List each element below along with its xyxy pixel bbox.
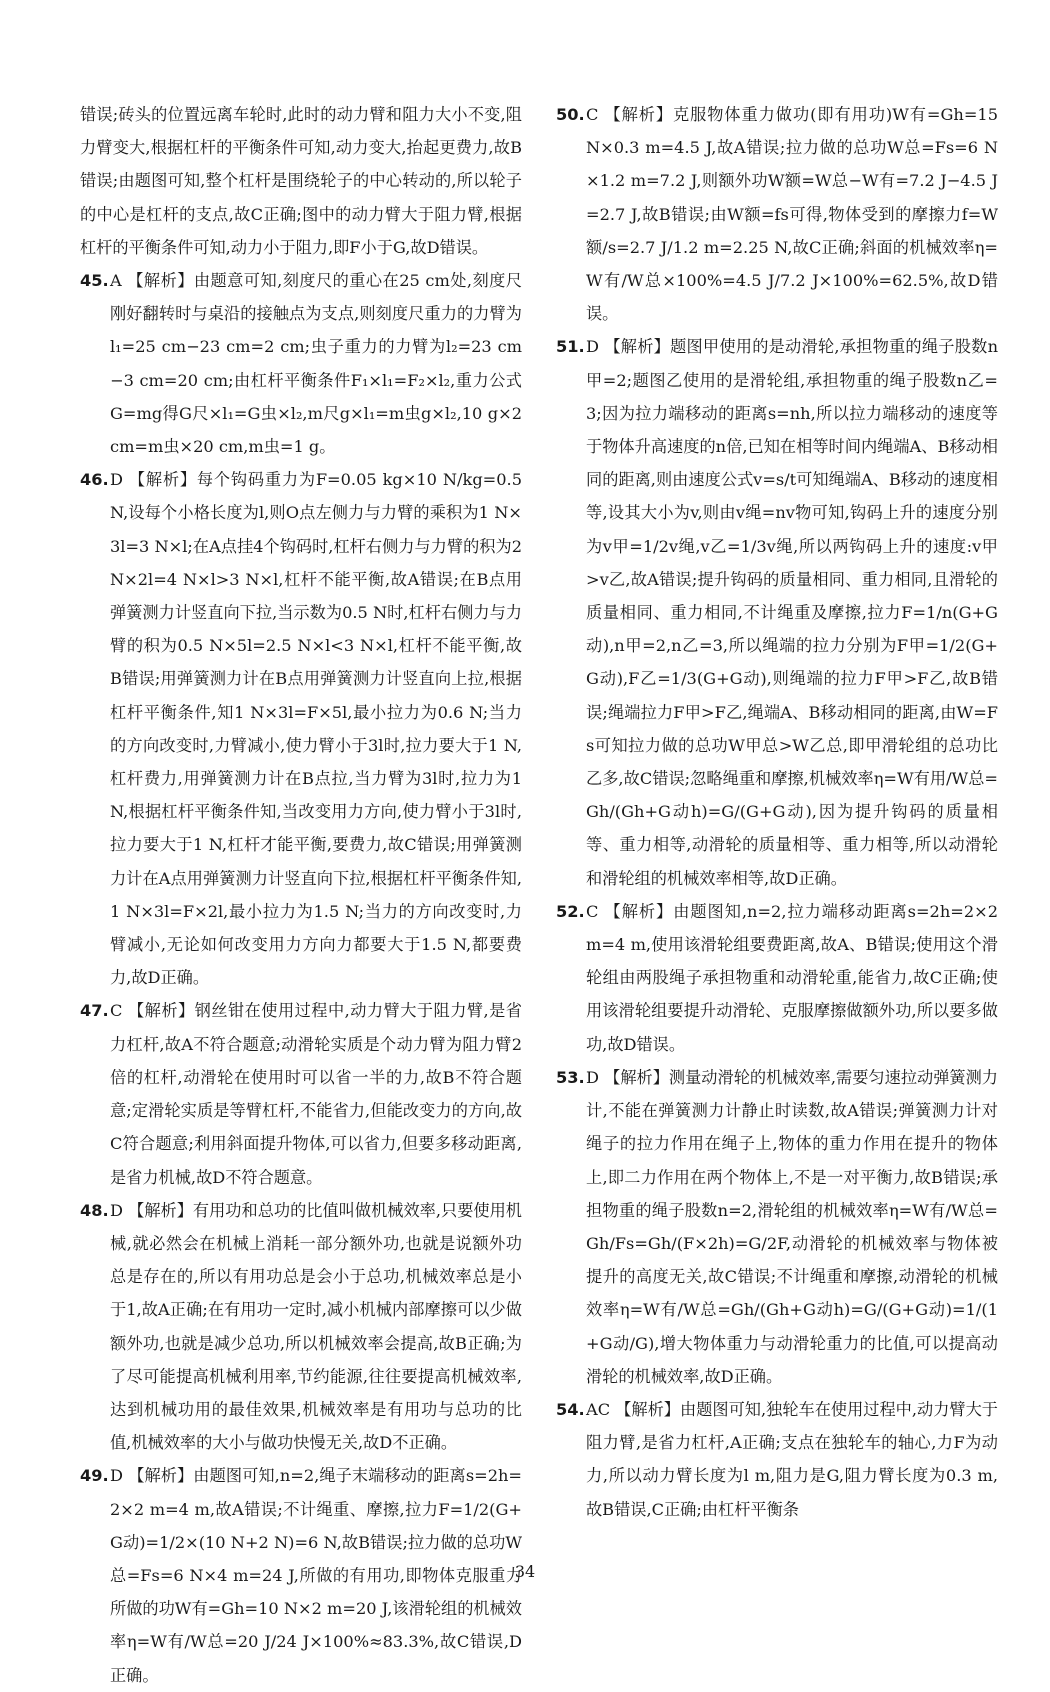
item-number: 49. [80,1466,109,1486]
item-text: D 【解析】每个钩码重力为F=0.05 kg×10 N/kg=0.5 N,设每个小格长度为l,则O点左侧力与力臂的乘积为1 N×3l=3 N×l;在A点挂4个钩码时,杠杆右侧力与力臂的积为2 N×2l=4 N×l>3 N×l,杠杆不能平衡,故A错误;在B点用弹簧测力计竖直向下拉,当示数为0.5 N时,杠杆右侧力与力臂的积为0.5 N×5l=2.5 N×l<3 N×l,杠杆不能平衡,故B错误;用弹簧测力计在B点用弹簧测力计竖直向上拉,根据杠杆平衡条件,知1 N×3l=F×5l,最小拉力为0.6 N;当力的方向改变时,力臂减小,使力臂小于3l时,拉力要大于1 N,杠杆费力,用弹簧测力计在B点拉,当力臂为3l时,拉力为1 N,根据杠杆平衡条件知,当改变用力方向,使力臂小于3l时,拉力要大于1 N,杠杆才能平衡,要费力,故C错误;用弹簧测力计在A点用弹簧测力计竖直向下拉,根据杠杆平衡条件知,1 N×3l=F×2l,最小拉力为1.5 N;当力的方向改变时,力臂减小,无论如何改变用力方向力都要大于1.5 N,都要费力,故D正确。 [110,470,522,988]
answer-item-53 [556,1061,998,1393]
continued-answer-text: 错误;砖头的位置远离车轮时,此时的动力臂和阻力大小不变,阻力臂变大,根据杠杆的平衡条件可知,动力变大,抬起更费力,故B错误;由题图可知,整个杠杆是围绕轮子的中心转动的,所以轮子的中心是杠杆的支点,故C正确;图中的动力臂大于阻力臂,根据杠杆的平衡条件可知,动力小于阻力,即F小于G,故D错误。 [80,105,522,257]
answer-item-46 [80,463,522,994]
item-text: C 【解析】由题图知,n=2,拉力端移动距离s=2h=2×2 m=4 m,使用该滑轮组要费距离,故A、B错误;使用这个滑轮组由两股绳子承担物重和动滑轮重,能省力,故C正确;使用该滑轮组要提升动滑轮、克服摩擦做额外功,所以要多做功,故D错误。 [586,901,998,1054]
item-text: C 【解析】克服物体重力做功(即有用功)W有=Gh=15 N×0.3 m=4.5 J,故A错误;拉力做的总功W总=Fs=6 N×1.2 m=7.2 J,则额外功W额=W总−W有=7.2 J−4.5 J=2.7 J,故B错误;由W额=fs可得,物体受到的摩擦力f=W额/s=2.7 J/1.2 m=2.25 N,故C正确;斜面的机械效率η=W有/W总×100%=4.5 J/7.2 J×100%=62.5%,故D错误。 [586,105,998,324]
item-number: 53. [556,1067,585,1087]
answer-item-48 [80,1194,522,1460]
item-text: D 【解析】测量动滑轮的机械效率,需要匀速拉动弹簧测力计,不能在弹簧测力计静止时读数,故A错误;弹簧测力计对绳子的拉力作用在绳子上,物体的重力作用在提升的物体上,即二力作用在两个物体上,不是一对平衡力,故B错误;承担物重的绳子股数n=2,滑轮组的机械效率η=W有/W总=Gh/Fs=Gh/(F×2h)=G/2F,动滑轮的机械效率与物体被提升的高度无关,故C错误;不计绳重和摩擦,动滑轮的机械效率η=W有/W总=Gh/(Gh+G动h)=G/(G+G动)=1/(1+G动/G),增大物体重力与动滑轮重力的比值,可以提高动滑轮的机械效率,故D正确。 [586,1067,998,1386]
right-column [556,98,998,1526]
answer-item-47 [80,994,522,1193]
answer-item-45 [80,264,522,463]
item-text: D 【解析】题图甲使用的是动滑轮,承担物重的绳子股数n甲=2;题图乙使用的是滑轮组,承担物重的绳子股数n乙=3;因为拉力端移动的距离s=nh,所以拉力端移动的速度等于物体升高速度的n倍,已知在相等时间内绳端A、B移动相同的距离,则由速度公式v=s/t可知绳端A、B移动的速度相等,设其大小为v,则由v绳=nv物可知,钩码上升的速度分别为v甲=1/2v绳,v乙=1/3v绳,所以两钩码上升的速度:v甲>v乙,故A错误;提升钩码的质量相同、重力相同,且滑轮的质量相同、重力相同,不计绳重及摩擦,拉力F=1/n(G+G动),n甲=2,n乙=3,所以绳端的拉力分别为F甲=1/2(G+G动),F乙=1/3(G+G动),则绳端的拉力F甲>F乙,故B错误;绳端拉力F甲>F乙,绳端A、B移动相同的距离,由W=Fs可知拉力做的总功W甲总>W乙总,即甲滑轮组的总功比乙多,故C错误;忽略绳重和摩擦,机械效率η=W有用/W总=Gh/(Gh+G动h)=G/(G+G动),因为提升钩码的质量相等、重力相等,动滑轮的质量相等、重力相等,所以动滑轮和滑轮组的机械效率相等,故D正确。 [586,337,998,888]
item-number: 45. [80,271,109,291]
item-number: 52. [556,901,585,921]
item-number: 47. [80,1001,109,1021]
item-text: D 【解析】有用功和总功的比值叫做机械效率,只要使用机械,就必然会在机械上消耗一部分额外功,也就是说额外功总是存在的,所以有用功总是会小于总功,机械效率总是小于1,故A正确;在有用功一定时,减小机械内部摩擦可以少做额外功,也就是减少总功,所以机械效率会提高,故B正确;为了尽可能提高机械利用率,节约能源,往往要提高机械效率,达到机械功用的最佳效果,机械效率是有用功与总功的比值,机械效率的大小与做功快慢无关,故D不正确。 [110,1200,522,1453]
answer-item-50 [556,98,998,330]
item-number: 54. [556,1399,585,1419]
item-text: D 【解析】由题图可知,n=2,绳子末端移动的距离s=2h=2×2 m=4 m,故A错误;不计绳重、摩擦,拉力F=1/2(G+G动)=1/2×(10 N+2 N)=6 N,故B错误;拉力做的总功W总=Fs=6 N×4 m=24 J,所做的有用功,即物体克服重力所做的功W有=Gh=10 N×2 m=20 J,该滑轮组的机械效率η=W有/W总=20 J/24 J×100%≈83.3%,故C错误,D正确。 [110,1466,522,1685]
item-text: A 【解析】由题意可知,刻度尺的重心在25 cm处,刻度尺刚好翻转时与桌沿的接触点为支点,则刻度尺重力的力臂为l₁=25 cm−23 cm=2 cm;虫子重力的力臂为l₂=23 cm−3 cm=20 cm;由杠杆平衡条件F₁×l₁=F₂×l₂,重力公式G=mg得G尺×l₁=G虫×l₂,m尺g×l₁=m虫g×l₂,10 g×2 cm=m虫×20 cm,m虫=1 g。 [110,271,522,457]
answer-item-54 [556,1393,998,1526]
page-number: 34 [514,1562,536,1581]
item-number: 50. [556,105,585,124]
left-column [80,98,522,1692]
item-number: 48. [80,1200,109,1220]
answer-item-51 [556,330,998,894]
answer-item-52 [556,895,998,1061]
item-number: 51. [556,337,585,357]
item-number: 46. [80,470,109,490]
item-text: AC 【解析】由题图可知,独轮车在使用过程中,动力臂大于阻力臂,是省力杠杆,A正确;支点在独轮车的轴心,力F为动力,所以动力臂长度为l m,阻力是G,阻力臂长度为0.3 m,故B错误,C正确;由杠杆平衡条 [586,1399,998,1519]
item-text: C 【解析】钢丝钳在使用过程中,动力臂大于阻力臂,是省力杠杆,故A不符合题意;动滑轮实质是个动力臂为阻力臂2倍的杠杆,动滑轮在使用时可以省一半的力,故B不符合题意;定滑轮实质是等臂杠杆,不能省力,但能改变力的方向,故C符合题意;利用斜面提升物体,可以省力,但要多移动距离,是省力机械,故D不符合题意。 [110,1001,522,1187]
